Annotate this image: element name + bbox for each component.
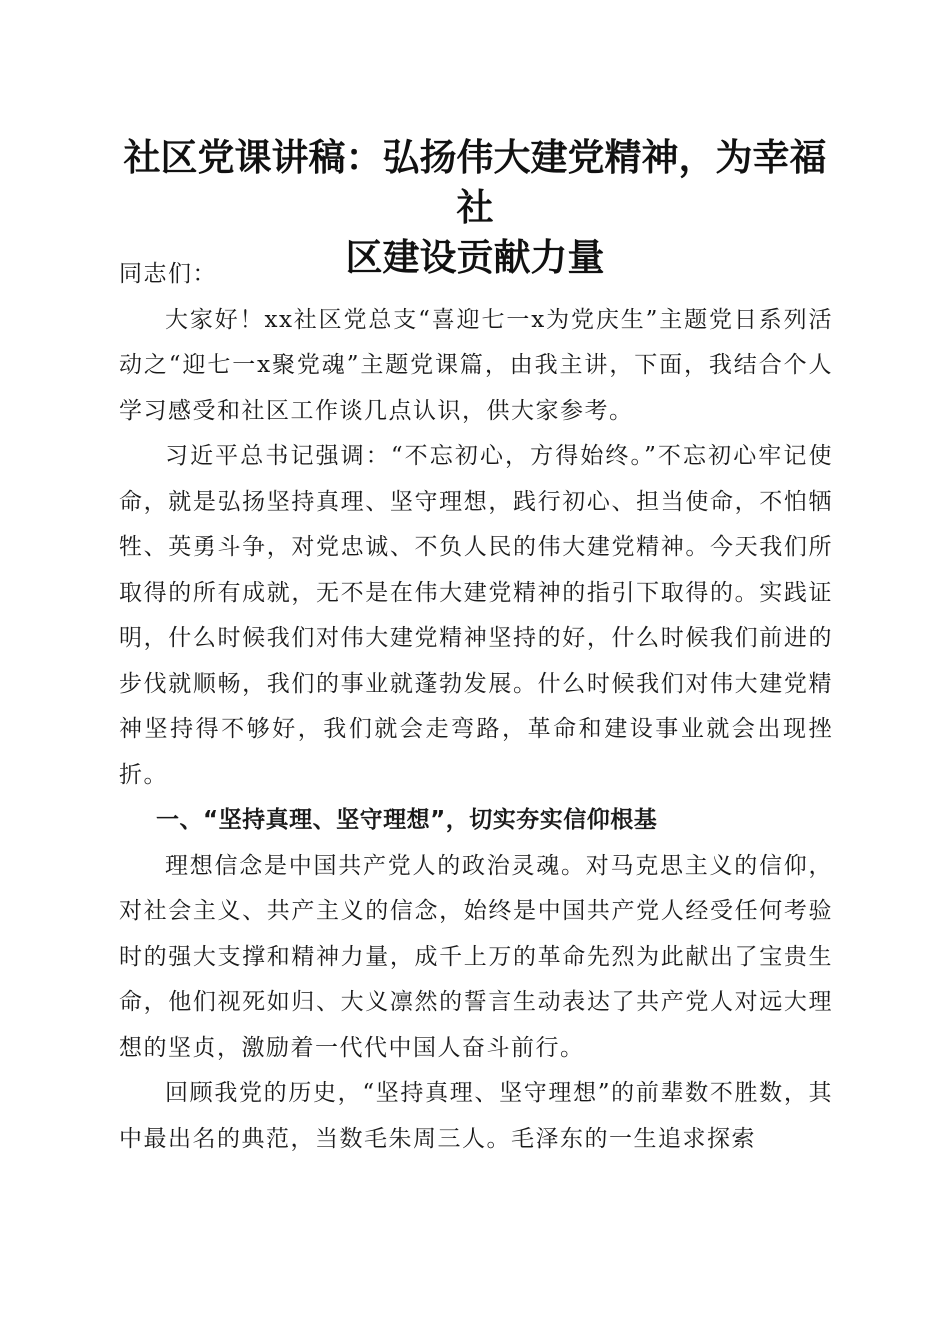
paragraph-history: 回顾我党的历史，“坚持真理、坚守理想”的前辈数不胜数，其中最出名的典范，当数毛朱周三人。毛泽东的一生追求探索 bbox=[119, 1080, 833, 1152]
title-line-1: 社区党课讲稿：弘扬伟大建党精神，为幸福社 bbox=[123, 135, 827, 229]
paragraph-ideals: 理想信念是中国共产党人的政治灵魂。对马克思主义的信仰，对社会主义、共产主义的信念，始终是中国共产党人经受任何考验时的强大支撑和精神力量，成千上万的革命先烈为此献出了宝贵生命，他们视死如归、大义凛然的誓言生动表达了共产党人对远大理想的坚贞，激励着一代代中国人奋斗前行。 bbox=[119, 852, 833, 1061]
paragraph-intro: 大家好！xx社区党总支“喜迎七一x为党庆生”主题党日系列活动之“迎七一x聚党魂”主题党课篇，由我主讲，下面，我结合个人学习感受和社区工作谈几点认识，供大家参考。 bbox=[119, 306, 833, 424]
section-heading-1: 一、“坚持真理、坚守理想”，切实夯实信仰根基 bbox=[156, 807, 658, 833]
title-line-2: 区建设贡献力量 bbox=[345, 235, 605, 279]
document-body bbox=[119, 252, 833, 1162]
salutation: 同志们： bbox=[119, 261, 217, 287]
paragraph-quote: 习近平总书记强调：“不忘初心，方得始终。”不忘初心牢记使命，就是弘扬坚持真理、坚守理想，践行初心、担当使命，不怕牺牲、英勇斗争，对党忠诚、不负人民的伟大建党精神。今天我们所取得的所有成就，无不是在伟大建党精神的指引下取得的。实践证明，什么时候我们对伟大建党精神坚持的好，什么时候我们前进的步伐就顺畅，我们的事业就蓬勃发展。什么时候我们对伟大建党精神坚持得不够好，我们就会走弯路，革命和建设事业就会出现挫折。 bbox=[119, 443, 833, 788]
